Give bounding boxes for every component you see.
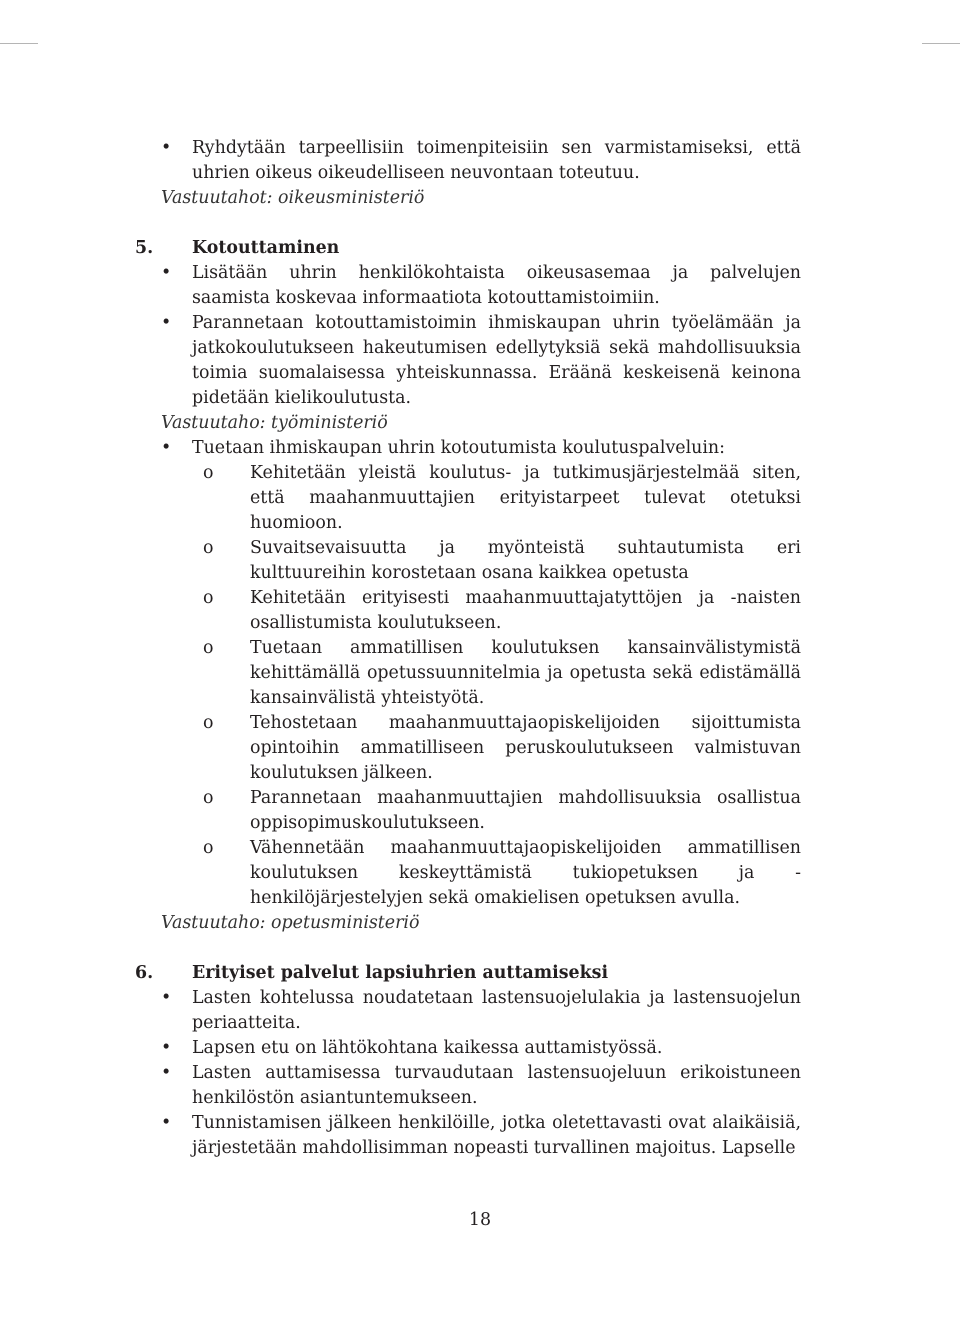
item-text: Lapsen etu on lähtökohtana kaikessa auttamistyössä. — [192, 1038, 663, 1058]
bullet-marker: • — [161, 1063, 172, 1083]
item-text: Kehitetään erityisesti maahanmuuttajatyttöjen ja -naisten osallistumista koulutukseen. — [250, 588, 801, 633]
section-heading — [135, 236, 801, 261]
bullet-marker: • — [161, 138, 172, 158]
sub-list-item — [161, 536, 801, 586]
sub-bullet-marker: o — [203, 788, 214, 808]
responsible-party: Vastuutaho: työministeriö — [161, 413, 388, 433]
spacer — [161, 936, 801, 961]
item-text: Tunnistamisen jälkeen henkilöille, jotka oletettavasti ovat alaikäisiä, järjestetään mahdollisimman nopeasti turvallinen majoitus. Lapselle — [192, 1113, 801, 1158]
bullet-item — [161, 136, 801, 186]
bullet-marker: • — [161, 263, 172, 283]
bullet-marker: • — [161, 313, 172, 333]
section-title: Kotouttaminen — [192, 238, 340, 258]
item-text: Ryhdytään tarpeellisiin toimenpiteisiin sen varmistamiseksi, että uhrien oikeus oikeudelliseen neuvontaan toteutuu. — [192, 138, 801, 183]
item-text: Parannetaan kotouttamistoimin ihmiskaupan uhrin työelämään ja jatkokoulutukseen hakeutumisen edellytyksiä sekä mahdollisuuksia toimia suomalaisessa yhteiskunnassa. Eräänä keskeisenä keinona pidetään kielikoulutusta. — [192, 313, 801, 408]
section-number: 5. — [135, 238, 154, 258]
item-text: Lasten auttamisessa turvaudutaan lastensuojeluun erikoistuneen henkilöstön asiantuntemukseen. — [192, 1063, 801, 1108]
item-text: Lasten kohtelussa noudatetaan lastensuojelulakia ja lastensuojelun periaatteita. — [192, 988, 801, 1033]
responsible-party: Vastuutaho: opetusministeriö — [161, 913, 420, 933]
sub-bullet-marker: o — [203, 713, 214, 733]
bullet-item — [161, 436, 801, 461]
crop-mark-left — [0, 43, 38, 44]
page-content — [135, 136, 801, 1161]
sub-bullet-marker: o — [203, 588, 214, 608]
bullet-marker: • — [161, 438, 172, 458]
bullet-item — [161, 311, 801, 411]
item-text: Lisätään uhrin henkilökohtaista oikeusasemaa ja palvelujen saamista koskevaa informaatiota kotouttamistoimiin. — [192, 263, 801, 308]
sub-bullet-marker: o — [203, 538, 214, 558]
spacer — [161, 211, 801, 236]
bullet-item — [161, 986, 801, 1036]
section-title: Erityiset palvelut lapsiuhrien auttamiseksi — [192, 963, 609, 983]
sub-bullet-marker: o — [203, 838, 214, 858]
item-text: Parannetaan maahanmuuttajien mahdollisuuksia osallistua oppisopimuskoulutukseen. — [250, 788, 801, 833]
bullet-marker: • — [161, 1038, 172, 1058]
bullet-item — [161, 1061, 801, 1111]
responsible-party: Vastuutahot: oikeusministeriö — [161, 188, 425, 208]
sub-list-item — [161, 711, 801, 786]
bullet-marker: • — [161, 1113, 172, 1133]
sub-list-item — [161, 586, 801, 636]
bullet-item — [161, 1036, 801, 1061]
bullet-item — [161, 1111, 801, 1161]
item-text: Tuetaan ihmiskaupan uhrin kotoutumista koulutuspalveluin: — [192, 438, 725, 458]
item-text: Tuetaan ammatillisen koulutuksen kansainvälistymistä kehittämällä opetussuunnitelmia ja opetusta sekä edistämällä kansainvälistä yhteistyötä. — [250, 638, 801, 708]
section-number: 6. — [135, 963, 154, 983]
bullet-marker: • — [161, 988, 172, 1008]
sub-bullet-marker: o — [203, 463, 214, 483]
item-text: Kehitetään yleistä koulutus- ja tutkimusjärjestelmää siten, että maahanmuuttajien erityistarpeet tulevat otetuksi huomioon. — [250, 463, 801, 533]
section-heading — [135, 961, 801, 986]
item-text: Tehostetaan maahanmuuttajaopiskelijoiden sijoittumista opintoihin ammatilliseen peruskoulutukseen valmistuvan koulutuksen jälkeen. — [250, 713, 801, 783]
sub-list-item — [161, 786, 801, 836]
sub-list-item — [161, 836, 801, 911]
item-text: Vähennetään maahanmuuttajaopiskelijoiden ammatillisen koulutuksen keskeyttämistä tukiopetuksen ja -henkilöjärjestelyjen sekä omakielisen opetuksen avulla. — [250, 838, 801, 908]
sub-list-item — [161, 461, 801, 536]
bullet-item — [161, 261, 801, 311]
crop-mark-right — [922, 43, 960, 44]
page-number: 18 — [468, 1210, 492, 1230]
sub-list-item — [161, 636, 801, 711]
item-text: Suvaitsevaisuutta ja myönteistä suhtautumista eri kulttuureihin korostetaan osana kaikkea opetusta — [250, 538, 801, 583]
sub-bullet-marker: o — [203, 638, 214, 658]
